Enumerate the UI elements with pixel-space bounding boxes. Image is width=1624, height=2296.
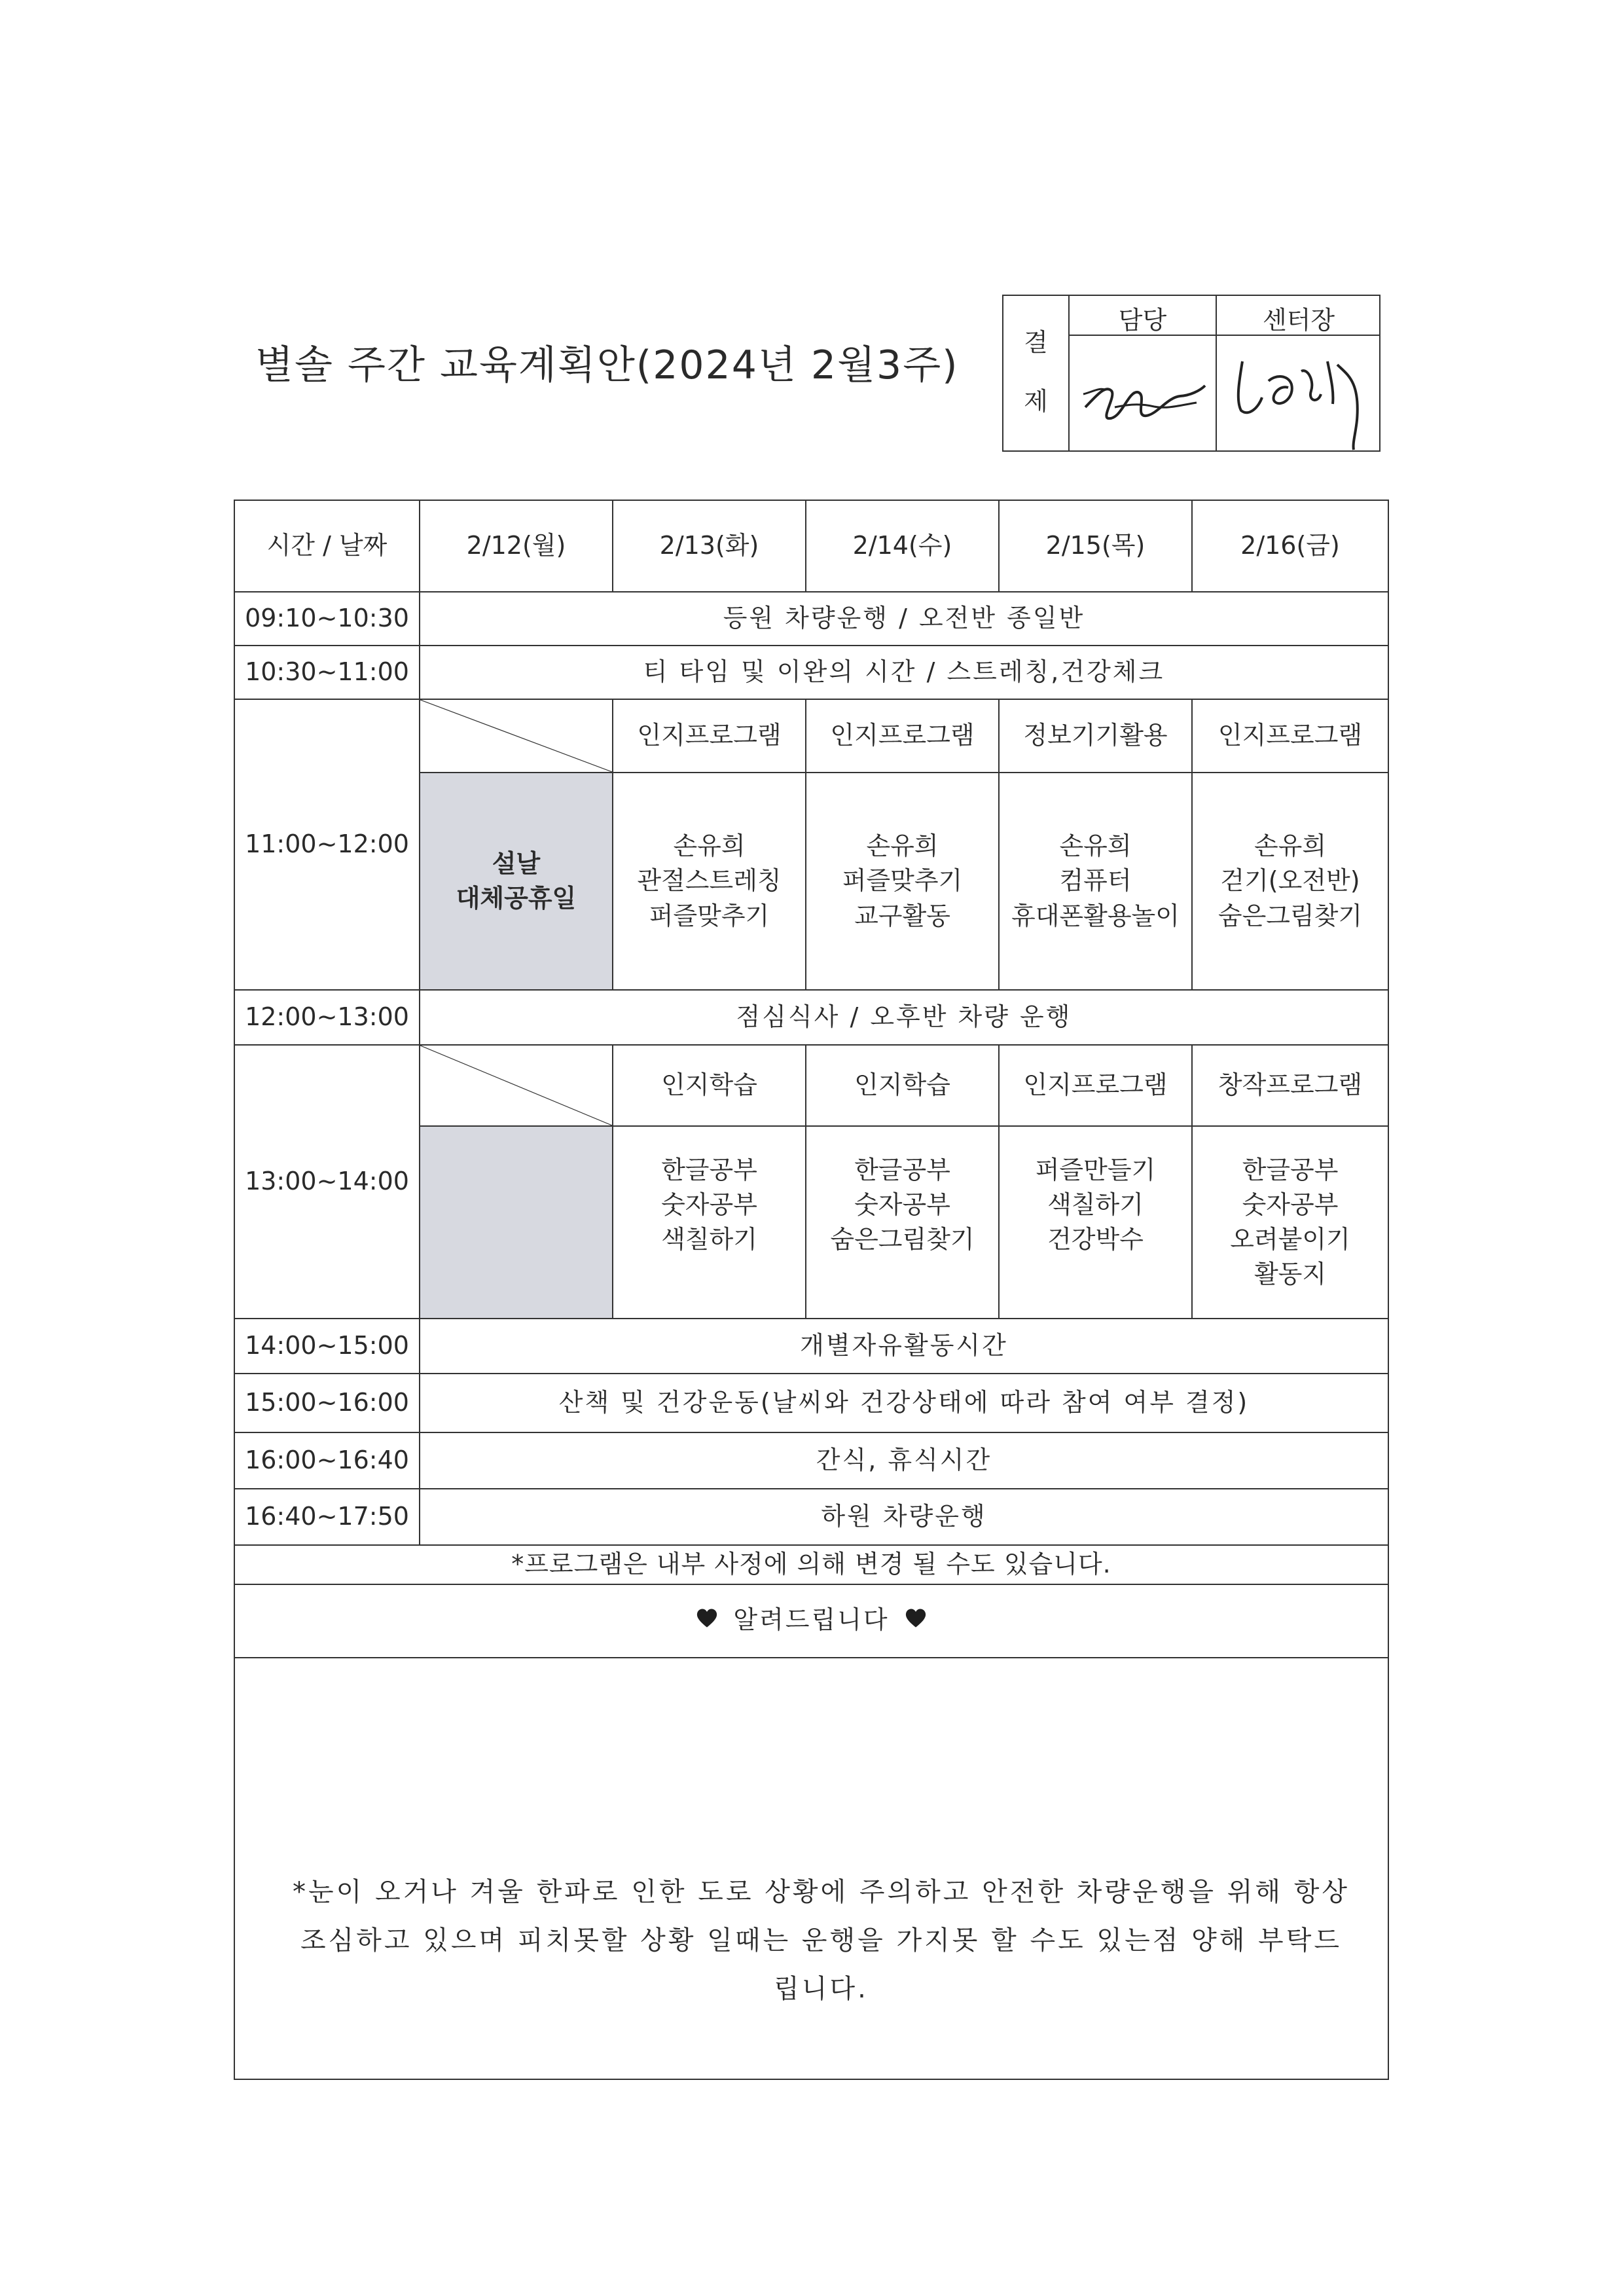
heart-icon [695, 1604, 719, 1639]
activity-span: 등원 차량운행 / 오전반 종일반 [420, 592, 1388, 646]
activity-line: 한글공부 [661, 1155, 757, 1184]
table-row [234, 1489, 1388, 1545]
corner-header: 시간 / 날짜 [234, 500, 420, 592]
activity-span: 티 타임 및 이완의 시간 / 스트레칭,건강체크 [420, 646, 1388, 699]
activity-span: 개별자유활동시간 [420, 1319, 1388, 1374]
holiday-line: 설날 [492, 848, 541, 878]
category-cell: 인지프로그램 [613, 699, 806, 773]
time-cell: 13:00~14:00 [234, 1045, 420, 1319]
time-cell: 12:00~13:00 [234, 990, 420, 1045]
activity-line: 한글공부 [854, 1155, 950, 1184]
activity-line: 컴퓨터 [1059, 866, 1132, 896]
blank-holiday-cell [420, 1126, 613, 1319]
director-signature [1223, 342, 1380, 453]
manager-signature [1075, 345, 1210, 443]
activity-line: 색칠하기 [1047, 1190, 1144, 1219]
table-row [234, 1319, 1388, 1374]
day-header-mon: 2/12(월) [420, 500, 613, 592]
activity-cell [806, 1126, 999, 1319]
activity-line: 걷기(오전반) [1220, 866, 1360, 896]
notice-title-row [234, 1584, 1388, 1658]
note-row [234, 1545, 1388, 1584]
time-cell: 16:00~16:40 [234, 1432, 420, 1489]
activity-span: 점심식사 / 오후반 차량 운행 [420, 990, 1388, 1045]
table-row [234, 1045, 1388, 1126]
heart-icon [904, 1604, 928, 1639]
header-row [234, 500, 1388, 592]
approval-col-director: 센터장 [1262, 306, 1335, 335]
table-row [234, 1374, 1388, 1432]
diagonal-cell [420, 1045, 613, 1126]
time-cell: 15:00~16:00 [234, 1374, 420, 1432]
category-cell: 인지학습 [806, 1045, 999, 1126]
activity-line: 퍼즐맞추기 [649, 901, 770, 930]
notice-title-cell [234, 1584, 1388, 1658]
approval-label-bottom: 제 [1024, 387, 1048, 416]
activity-line: 숨은그림찾기 [830, 1225, 975, 1254]
activity-line: 숨은그림찾기 [1218, 901, 1363, 930]
notice-body-cell [234, 1658, 1388, 2079]
approval-label-top: 결 [1024, 328, 1048, 357]
activity-line: 교구활동 [854, 901, 950, 930]
table-row [234, 699, 1388, 773]
table-row [234, 1432, 1388, 1489]
time-cell: 10:30~11:00 [234, 646, 420, 699]
activity-line: 손유희 [866, 831, 939, 861]
activity-line: 숫자공부 [661, 1190, 757, 1219]
activity-cell [1192, 773, 1388, 990]
document-title: 별솔 주간 교육계획안(2024년 2월3주) [255, 342, 959, 388]
time-cell: 11:00~12:00 [234, 699, 420, 990]
activity-cell [613, 1126, 806, 1319]
holiday-cell [420, 773, 613, 990]
activity-line: 휴대폰활용놀이 [1011, 901, 1180, 930]
notice-body: *눈이 오거나 겨울 한파로 인한 도로 상황에 주의하고 안전한 차량운행을 위해 항상 조심하고 있으며 피치못할 상황 일때는 운행을 가지못 할 수도 있는점 양해 부탁드립니다. [293, 1877, 1350, 2004]
category-cell: 창작프로그램 [1192, 1045, 1388, 1126]
activity-line: 활동지 [1254, 1260, 1327, 1289]
day-header-tue: 2/13(화) [613, 500, 806, 592]
activity-cell [806, 773, 999, 990]
category-cell: 인지프로그램 [999, 1045, 1192, 1126]
notice-title: 알려드립니다 [733, 1605, 890, 1635]
activity-line: 퍼즐만들기 [1035, 1155, 1156, 1184]
activity-span: 산책 및 건강운동(날씨와 건강상태에 따라 참여 여부 결정) [420, 1374, 1388, 1432]
time-cell: 14:00~15:00 [234, 1319, 420, 1374]
table-row [234, 592, 1388, 646]
activity-cell [999, 1126, 1192, 1319]
activity-line: 손유희 [1254, 831, 1327, 861]
category-cell: 인지프로그램 [806, 699, 999, 773]
activity-span: 하원 차량운행 [420, 1489, 1388, 1545]
activity-line: 건강박수 [1047, 1225, 1144, 1254]
schedule-table [234, 500, 1389, 2080]
activity-cell [613, 773, 806, 990]
category-cell: 정보기기활용 [999, 699, 1192, 773]
time-cell: 16:40~17:50 [234, 1489, 420, 1545]
day-header-wed: 2/14(수) [806, 500, 999, 592]
table-row [234, 646, 1388, 699]
table-row [234, 990, 1388, 1045]
day-header-fri: 2/16(금) [1192, 500, 1388, 592]
category-cell: 인지프로그램 [1192, 699, 1388, 773]
activity-cell [1192, 1126, 1388, 1319]
notice-body-row [234, 1658, 1388, 2079]
diagonal-cell [420, 699, 613, 773]
category-cell: 인지학습 [613, 1045, 806, 1126]
activity-line: 오려붙이기 [1230, 1225, 1350, 1254]
day-header-thu: 2/15(목) [999, 500, 1192, 592]
activity-line: 색칠하기 [661, 1225, 757, 1254]
activity-line: 한글공부 [1242, 1155, 1339, 1184]
approval-col-manager: 담당 [1118, 306, 1167, 335]
activity-line: 숫자공부 [854, 1190, 950, 1219]
holiday-line: 대체공휴일 [456, 884, 577, 913]
activity-line: 숫자공부 [1242, 1190, 1339, 1219]
activity-line: 손유희 [1059, 831, 1132, 861]
activity-line: 퍼즐맞추기 [842, 866, 963, 896]
change-note: *프로그램은 내부 사정에 의해 변경 될 수도 있습니다. [234, 1545, 1388, 1584]
activity-span: 간식, 휴식시간 [420, 1432, 1388, 1489]
activity-line: 손유희 [673, 831, 746, 861]
activity-cell [999, 773, 1192, 990]
time-cell: 09:10~10:30 [234, 592, 420, 646]
activity-line: 관절스트레칭 [637, 866, 782, 896]
approval-box [1002, 295, 1380, 452]
